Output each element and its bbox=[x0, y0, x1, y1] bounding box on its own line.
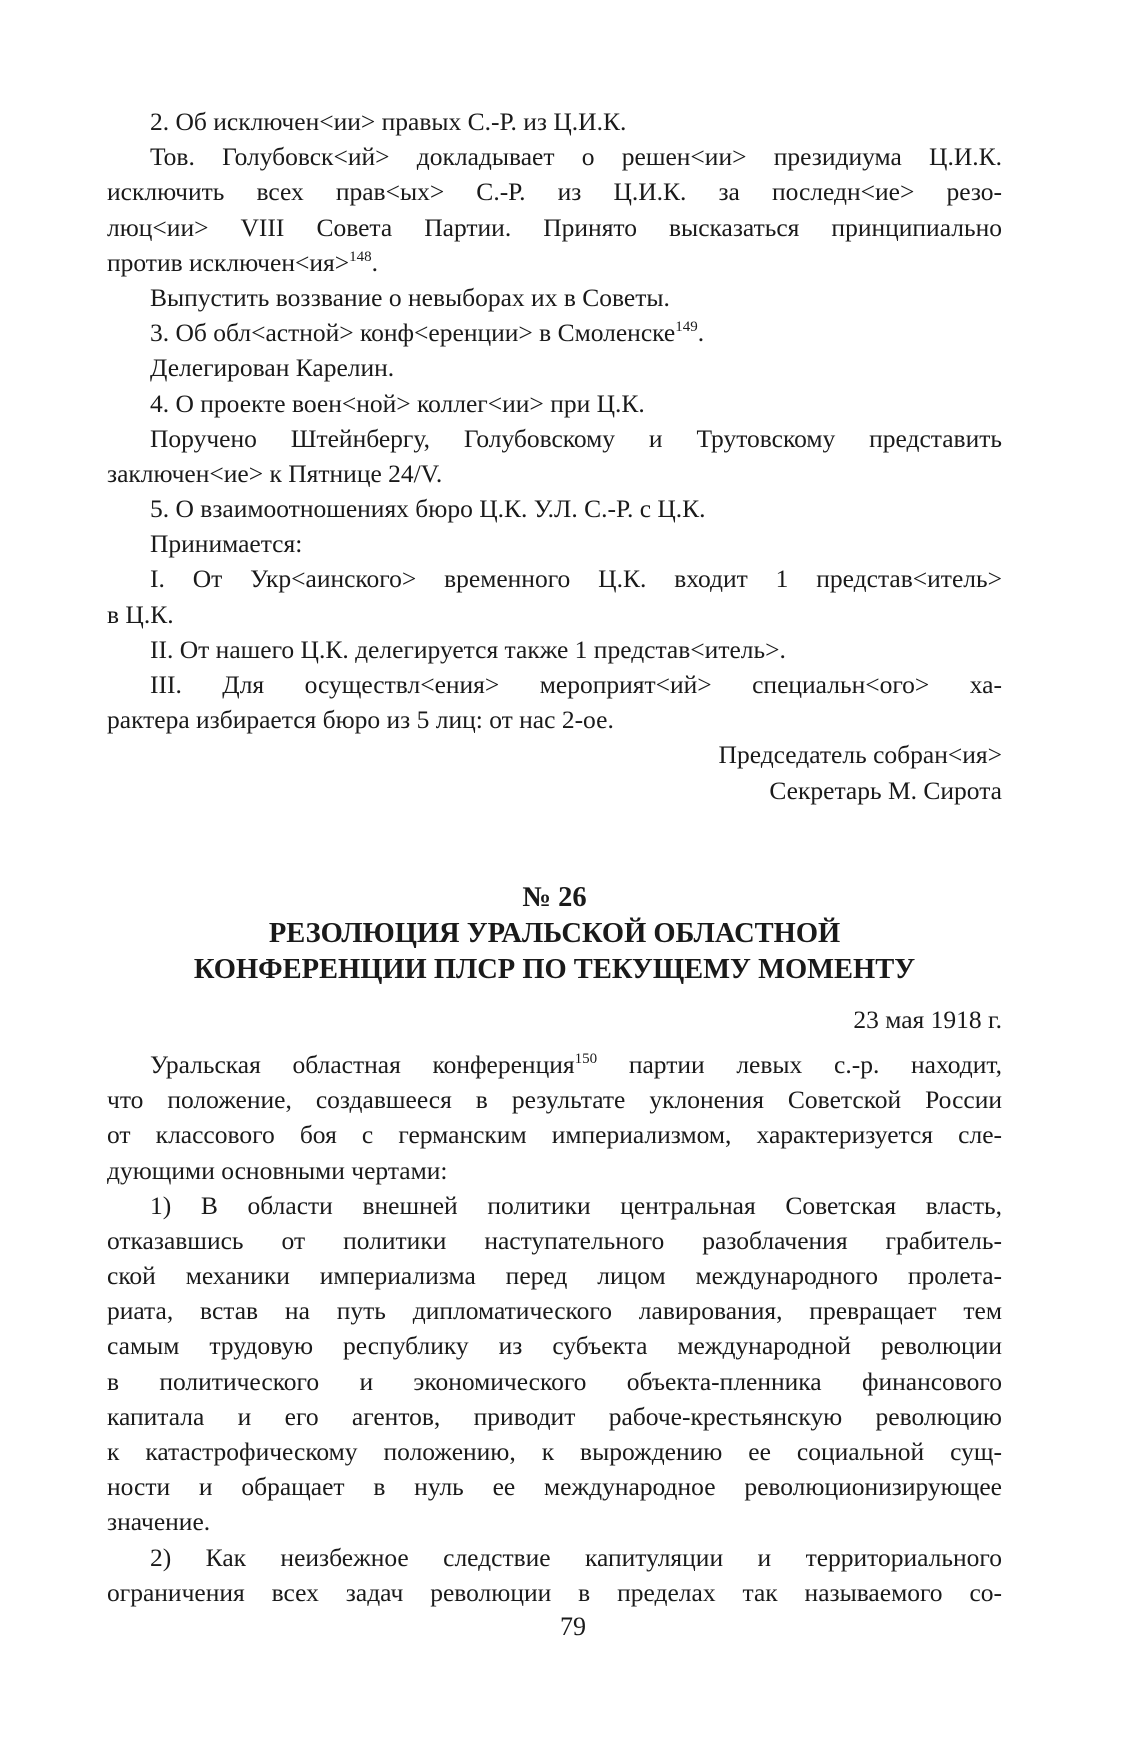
text-line: дующими основными чертами: bbox=[107, 1155, 448, 1185]
signature-secretary: Секретарь М. Сирота bbox=[769, 775, 1002, 805]
text-line: Выпустить воззвание о невыборах их в Советы. bbox=[150, 282, 670, 312]
text-line: 3. Об обл<астной> конф<еренции> в Смоленске$^{149}$. bbox=[150, 318, 705, 348]
text-line: против исключен<ия>$^{148}$. bbox=[107, 247, 378, 277]
footnote-ref: 149 bbox=[675, 319, 698, 336]
text-line: III. Для осуществл<ения> мероприят<ий> специальн<ого> ха- bbox=[150, 670, 1002, 699]
text-line: рактера избирается бюро из 5 лиц: от нас 2-ое. bbox=[107, 705, 614, 735]
text-line: исключить всех прав<ых> С.-Р. из Ц.И.К. за последн<ие> резо- bbox=[107, 177, 1002, 207]
text-line: 2. Об исключен<ии> правых С.-Р. из Ц.И.К. bbox=[150, 107, 627, 136]
text-line: ности и обращает в нуль ее международное революционизирующее bbox=[107, 1472, 1002, 1502]
text-line: в Ц.К. bbox=[107, 599, 174, 629]
page-number: 79 bbox=[560, 1612, 586, 1641]
signature-chairman: Председатель собран<ия> bbox=[718, 740, 1002, 770]
text-line: ограничения всех задач революции в пределах так называемого со- bbox=[107, 1577, 1002, 1607]
text-line: 4. О проекте воен<ной> коллег<ии> при Ц.К. bbox=[150, 388, 645, 418]
text-line: Уральская областная конференция$^{150}$ партии левых с.-р. находит, bbox=[150, 1049, 1003, 1079]
text-line: в политического и экономического объекта-пленника финансового bbox=[107, 1366, 1002, 1396]
text-line: заключен<ие> к Пятнице 24/V. bbox=[107, 458, 443, 488]
text-line: 1) В области внешней политики центральная Советская власть, bbox=[150, 1190, 1002, 1220]
text-line: самым трудовую республику из субъекта международной революции bbox=[107, 1331, 1002, 1361]
text-line: Принимается: bbox=[150, 529, 303, 559]
text-line: люц<ии> VIII Совета Партии. Принято высказаться принципиально bbox=[107, 212, 1002, 242]
text-line: Тов. Голубовск<ий> докладывает о решен<ии> президиума Ц.И.К. bbox=[150, 142, 1002, 172]
text-line: I. От Укр<аинского> временного Ц.К. входит 1 представ<итель> bbox=[150, 564, 1002, 594]
text-line: от классового боя с германским империализмом, характеризуется сле- bbox=[107, 1120, 1002, 1150]
text-line: II. От нашего Ц.К. делегируется также 1 представ<итель>. bbox=[150, 634, 786, 664]
text-line: Делегирован Карелин. bbox=[150, 353, 395, 383]
footnote-ref: 148 bbox=[349, 248, 372, 265]
text-line: риата, встав на путь дипломатического лавирования, превращает тем bbox=[107, 1296, 1002, 1326]
document-date: 23 мая 1918 г. bbox=[853, 1004, 1002, 1034]
resolution-text bbox=[107, 1047, 1002, 1610]
minutes-text bbox=[107, 104, 1002, 737]
footnote-ref: 150 bbox=[574, 1050, 598, 1067]
text-line: 5. О взаимоотношениях бюро Ц.К. У.Л. С.-Р. с Ц.К. bbox=[150, 494, 706, 524]
document-title-line1: РЕЗОЛЮЦИЯ УРАЛЬСКОЙ ОБЛАСТНОЙ bbox=[268, 917, 841, 949]
text-line: ской механики империализма перед лицом международного пролета- bbox=[107, 1261, 1002, 1291]
document-number: № 26 bbox=[522, 881, 587, 913]
text-line: значение. bbox=[107, 1507, 211, 1537]
page-content bbox=[107, 104, 1002, 1610]
text-line: отказавшись от политики наступательного разоблачения грабитель- bbox=[107, 1225, 1002, 1255]
text-line: капитала и его агентов, приводит рабоче-крестьянскую революцию bbox=[107, 1401, 1002, 1431]
text-line: что положение, создавшееся в результате уклонения Советской России bbox=[107, 1085, 1002, 1115]
document-title-line2: КОНФЕРЕНЦИИ ПЛСР ПО ТЕКУЩЕМУ МОМЕНТУ bbox=[193, 953, 916, 985]
text-line: к катастрофическому положению, к вырождению ее социальной сущ- bbox=[107, 1437, 1002, 1466]
text-line: 2) Как неизбежное следствие капитуляции и территориального bbox=[150, 1542, 1002, 1572]
document-heading bbox=[107, 880, 1002, 988]
text-line: Поручено Штейнбергу, Голубовскому и Трутовскому представить bbox=[150, 423, 1002, 453]
signature-block bbox=[107, 737, 1002, 807]
